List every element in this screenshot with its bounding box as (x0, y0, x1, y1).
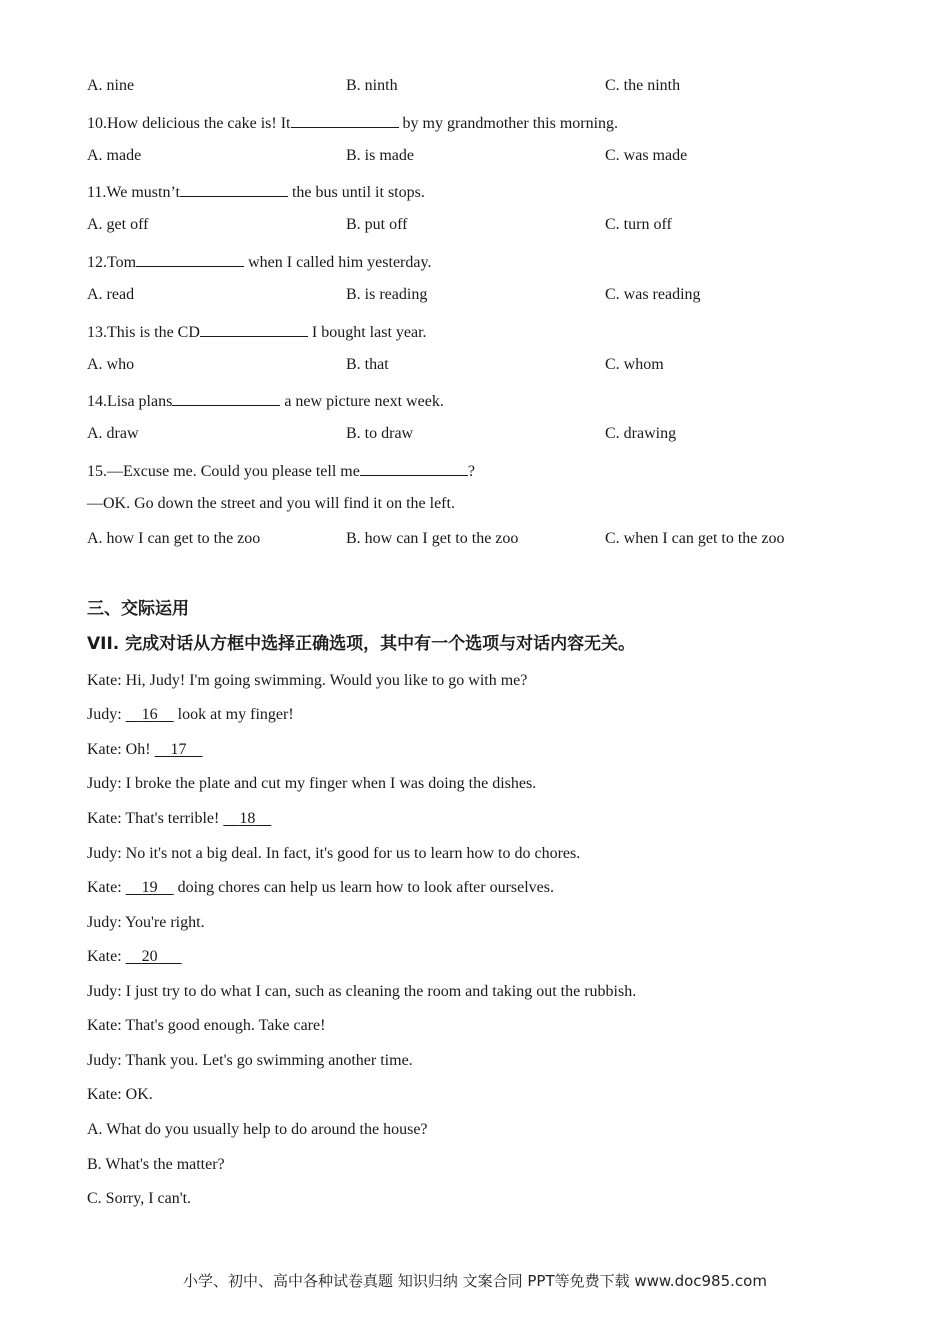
q13-option-a: A. who (87, 356, 135, 373)
answer-blank (172, 389, 280, 406)
q10-option-a: A. made (87, 147, 142, 164)
q9-option-a: A. nine (87, 77, 135, 94)
numbered-blank: 16 (141, 706, 158, 723)
q9-option-b: B. ninth (346, 77, 398, 94)
q13-option-c: C. whom (605, 356, 664, 373)
dialogue-line: Judy: You're right. (87, 914, 205, 931)
answer-blank (136, 250, 244, 267)
q10-stem: 10.How delicious the cake is! It by my grandmother this morning. (87, 111, 618, 134)
q14-option-a: A. draw (87, 425, 139, 442)
q13-stem: 13.This is the CD I bought last year. (87, 320, 427, 343)
dialogue-line: Judy: 16 look at my finger! (87, 706, 294, 723)
q11-option-b: B. put off (346, 216, 408, 233)
answer-option-a: A. What do you usually help to do around the house? (87, 1121, 428, 1138)
dialogue-line: Judy: No it's not a big deal. In fact, it's good for us to learn how to do chores. (87, 845, 581, 862)
dialogue-line: Kate: That's good enough. Take care! (87, 1017, 326, 1034)
q11-option-c: C. turn off (605, 216, 672, 233)
numbered-blank: 18 (239, 810, 256, 827)
q10-option-b: B. is made (346, 147, 414, 164)
dialogue-line: Kate: 19 doing chores can help us learn how to look after ourselves. (87, 879, 554, 896)
q15-option-a: A. how I can get to the zoo (87, 530, 261, 547)
numbered-blank: 20 (141, 948, 158, 965)
numbered-blank: 17 (170, 741, 187, 758)
q12-stem: 12.Tom when I called him yesterday. (87, 250, 431, 273)
q14-option-c: C. drawing (605, 425, 677, 442)
q15-stem: 15.—Excuse me. Could you please tell me ? (87, 459, 475, 482)
answer-blank (291, 111, 399, 128)
dialogue-line: Kate: That's terrible! 18 (87, 809, 271, 829)
dialogue-line: Judy: I just try to do what I can, such as cleaning the room and taking out the rubbish. (87, 983, 637, 1000)
page-footer: 小学、初中、高中各种试卷真题 知识归纳 文案合同 PPT等免费下载 www.doc985.com (183, 1272, 767, 1290)
q12-option-c: C. was reading (605, 286, 701, 303)
q12-option-b: B. is reading (346, 286, 428, 303)
answer-option-b: B. What's the matter? (87, 1156, 225, 1173)
q14-stem: 14.Lisa plans a new picture next week. (87, 389, 444, 412)
q9-option-c: C. the ninth (605, 77, 681, 94)
q10-option-c: C. was made (605, 147, 688, 164)
q12-option-a: A. read (87, 286, 135, 303)
dialogue-line: Kate: OK. (87, 1086, 153, 1103)
dialogue-line: Judy: I broke the plate and cut my finger when I was doing the dishes. (87, 775, 537, 792)
q15-option-c: C. when I can get to the zoo (605, 530, 785, 547)
dialogue-line: Kate: Oh! 17 (87, 740, 203, 760)
answer-blank (180, 180, 288, 197)
q11-stem: 11.We mustn’t the bus until it stops. (87, 180, 425, 203)
q14-option-b: B. to draw (346, 425, 414, 442)
q13-option-b: B. that (346, 356, 389, 373)
q15-reply: —OK. Go down the street and you will find it on the left. (87, 495, 455, 512)
q15-option-b: B. how can I get to the zoo (346, 530, 519, 547)
dialogue-line: Judy: Thank you. Let's go swimming another time. (87, 1052, 413, 1069)
answer-option-c: C. Sorry, I can't. (87, 1190, 192, 1207)
numbered-blank: 19 (141, 879, 158, 896)
answer-blank (360, 459, 468, 476)
dialogue-line: Kate: 20 (87, 947, 182, 967)
dialogue-line: Kate: Hi, Judy! I'm going swimming. Would you like to go with me? (87, 672, 528, 689)
section-instruction: VII. 完成对话从方框中选择正确选项，其中有一个选项与对话内容无关。 (87, 634, 636, 654)
q11-option-a: A. get off (87, 216, 149, 233)
section-title: 三、交际运用 (87, 599, 189, 619)
answer-blank (200, 320, 308, 337)
